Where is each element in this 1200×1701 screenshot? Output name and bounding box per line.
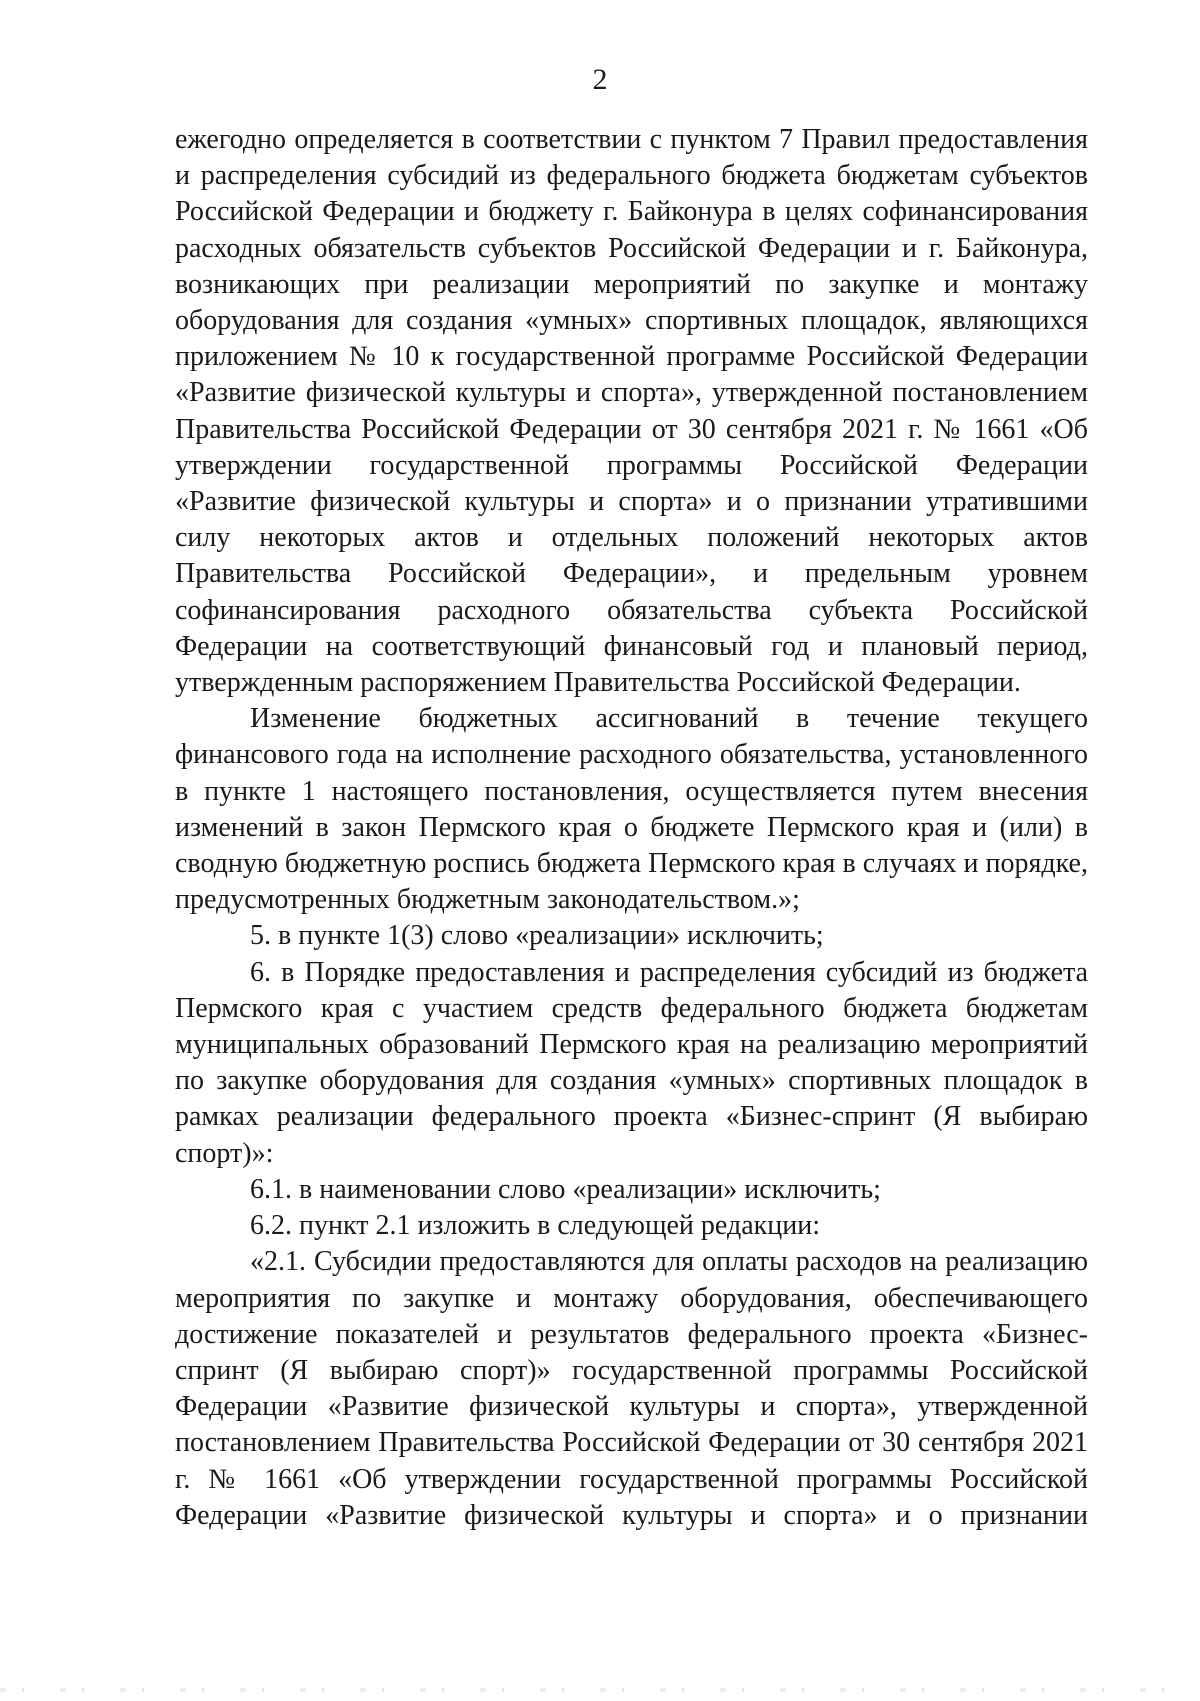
paragraph-item-2-1: «2.1. Субсидии предоставляются для оплаты расходов на реализацию мероприятия по закупке и монтажу оборудования, обеспечивающего достижение показателей и результатов федерального проекта «Бизнес-спринт (Я выбираю спорт)» государственной программы Российской Федерации «Развитие физической культуры и спорта», утвержденной постановлением Правительства Российской Федерации от 30 сентября 2021 г. № 1661 «Об утверждении государственной программы Российской Федерации «Развитие физической культуры и спорта» и о признании: [175, 1246, 1088, 1531]
paragraph-item-6: 6. в Порядке предоставления и распределения субсидий из бюджета Пермского края с участием средств федерального бюджета бюджетам муниципальных образований Пермского края на реализацию мероприятий по закупке оборудования для создания «умных» спортивных площадок в рамках реализации федерального проекта «Бизнес-спринт (Я выбираю спорт)»:: [175, 956, 1088, 1169]
paragraph-item-6-1: 6.1. в наименовании слово «реализации» исключить;: [250, 1173, 881, 1205]
paragraph-budget-change: Изменение бюджетных ассигнований в течение текущего финансового года на исполнение расходного обязательства, установленного в пункте 1 настоящего постановления, осуществляется путем внесения изменений в закон Пермского края о бюджете Пермского края и (или) в сводную бюджетную роспись бюджета Пермского края в случаях и порядке, предусмотренных бюджетным законодательством.»;: [175, 703, 1088, 916]
scan-artifact-line: [0, 1688, 1200, 1692]
paragraph-item-6-2: 6.2. пункт 2.1 изложить в следующей редакции:: [250, 1210, 820, 1242]
paragraph-item-5: 5. в пункте 1(3) слово «реализации» исключить;: [250, 920, 824, 952]
page-number: 2: [592, 63, 608, 96]
document-body: [175, 122, 1088, 1534]
paragraph-continuation: ежегодно определяется в соответствии с пунктом 7 Правил предоставления и распределения субсидий из федерального бюджета бюджетам субъектов Российской Федерации и бюджету г. Байконура в целях софинансирования расходных обязательств субъектов Российской Федерации и г. Байконура, возникающих при реализации мероприятий по закупке и монтажу оборудования для создания «умных» спортивных площадок, являющихся приложением № 10 к государственной программе Российской Федерации «Развитие физической культуры и спорта», утвержденной постановлением Правительства Российской Федерации от 30 сентября 2021 г. № 1661 «Об утверждении государственной программы Российской Федерации «Развитие физической культуры и спорта» и о признании утратившими силу некоторых актов и отдельных положений некоторых актов Правительства Российской Федерации», и предельным уровнем софинансирования расходного обязательства субъекта Российской Федерации на соответствующий финансовый год и плановый период, утвержденным распоряжением Правительства Российской Федерации.: [175, 124, 1088, 699]
